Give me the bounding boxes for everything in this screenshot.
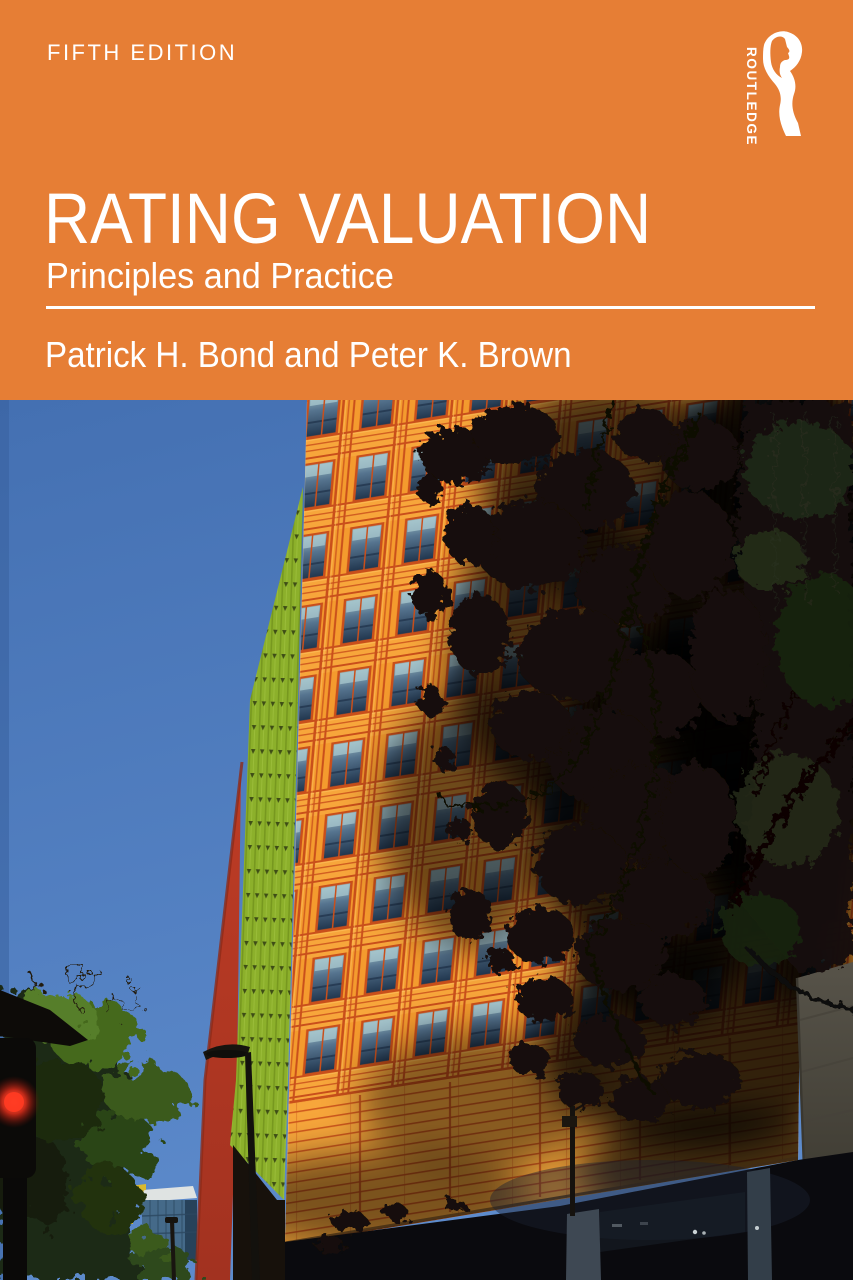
edition-label: FIFTH EDITION (47, 40, 238, 65)
signal-pole (3, 1178, 27, 1280)
routledge-r-icon (759, 26, 813, 140)
cover-banner (0, 0, 853, 400)
book-subtitle: Principles and Practice (46, 255, 394, 296)
routledge-wordmark: ROUTLEDGE (744, 47, 759, 147)
pillar (566, 1209, 601, 1280)
book-title: RATING VALUATION (44, 180, 652, 259)
building-photo-illustration (0, 400, 853, 1280)
cover-photo (0, 400, 853, 1280)
pillar (747, 1168, 772, 1280)
authors-line: Patrick H. Bond and Peter K. Brown (45, 334, 572, 375)
routledge-logo (745, 26, 814, 146)
divider-rule (46, 306, 815, 309)
